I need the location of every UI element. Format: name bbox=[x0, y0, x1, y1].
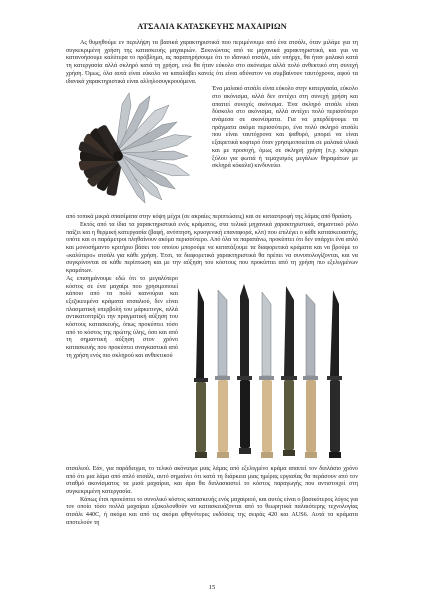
page-number: 15 bbox=[208, 584, 216, 591]
side-text-column bbox=[212, 86, 358, 214]
kitchen-knives-photo bbox=[62, 90, 208, 214]
figure-row-1 bbox=[66, 86, 358, 214]
figure-row-2 bbox=[66, 276, 358, 466]
side-paragraph-continued: από τοπικά μικρά σπασίματα στην κόψη μέχρι (σε ακραίες περιπτώσεις) και σε καταστροφή της λάμας από θραύση. bbox=[66, 214, 353, 221]
conclusion-paragraph: Κάπως έτσι προκύπτει το συνολικό κόστος κατασκευής ενός μαχαιριού, και αυτός είναι ο βασικότερος λόγος για τον οποίο τόσο πολλά μαχαίρια εξακολουθούν να κατασκευάζονται από το θεωρητικά παλαιότερης τεχνολογίας ατσάλι 440C, ή ακόμα και από τις ακόμα φθηνότερες εκδόσεις της σειράς 420 και AUS6. Αυτά τα κράματα αποτελούν τη bbox=[66, 496, 358, 526]
military-knives-photo bbox=[182, 280, 358, 466]
cost-paragraph-continued: ατσαλιού. Εάν, για παράδειγμα, το τελικό ακόνισμα μιας λάμας από εξελιγμένο κράμα απαιτεί τον διπλάσιο χρόνο από ότι μια λάμα από απλό ατσάλι, αυτό σημαίνει ότι κατά τη διάρκεια μιας ημέρας εργασίας θα περάσουν από τον σταθμό ακονίσματος τα μισά μαχαίρια, και άρα θα διπλασιαστεί το κόστος παραγωγής που αντιστοιχεί στη συγκεκριμένη κατεργασία. bbox=[66, 465, 358, 495]
cost-text-column bbox=[66, 276, 178, 466]
page-title: ΑΤΣΑΛΙΑ ΚΑΤΑΣΚΕΥΗΣ ΜΑΧΑΙΡΙΩΝ bbox=[137, 22, 287, 31]
cost-paragraph: Ας επισημάνουμε εδώ ότι το μεγαλύτερο κόστος σε ένα μαχαίρι που χρησιμοποιεί κάποιο από τα πολύ καινούρια και εξεζικευμένα κράματα ατσαλιού, δεν είναι πλασματική υπερβολή του μάρκετινγκ, αλλά αντικατοπτρίζει την πραγματική αύξηση του κόστους κατασκευής, όπως προκύπτει τόσο από το κόστος της πρώτης ύλης, όσο και από τη σημαντική αύξηση στον χρόνο κατασκευής που προκύπτει αναγκαστικά από τη χρήση ενός πιο σκληρού και ανθεκτικού bbox=[66, 275, 178, 359]
side-paragraph: Ένα μαλακό ατσάλι είναι εύκολο στην κατεργασία, εύκολο στο ακόνισμα, αλλά δεν αντέχει στη συνεχή χρήση και απαιτεί συνεχές ακόνισμα. Ένα σκληρό ατσάλι είναι δύσκολο στο ακόνισμα, αλλά αντέχει πολύ περισσότερο ανάμεσα σε ακονίσματα. Για να μπερδέψουμε τα πράγματα ακόμα περισσότερο, ένα πολύ σκληρό ατσάλι που είναι ταυτόχρονα και ψαθυρό, μπορεί να είναι εξαιρετικά κοφτερό όταν χρησιμοποιείται σε μαλακά υλικά και με προσοχή, όμως σε σκληρή χρήση (π.χ. κόψιμο ξύλου για φωτιά ή τεμαχισμός μεγάλων θηραμάτων με σκληρά κόκαλα) κινδυνεύει bbox=[212, 86, 358, 170]
alloy-paragraph: Εκτός από τα ίδια τα χαρακτηριστικά ενός κράματος, στα τελικά μηχανικά χαρακτηριστικά, σημαντικό ρόλο παίζει και η θερμική κατεργασία (βαφή, ανόπτηση, κρυογενική επαναφορά, κλπ) που επιλέγει ο κάθε κατασκευαστής, οπότε και οι παράμετροι πληθαίνουν ακόμα περισσότερο. Από όλα τα παραπάνω, προκύπτει ότι δεν υπάρχει ένα απλό και μονοσήμαντο κριτήριο βάσει του οποίου μπορούμε να κατατάξουμε τα διαφορετικά κράματα και να βρούμε το «καλύτερο» ατσάλι για κάθε χρήση. Έτσι, τα διαφορετικά χαρακτηριστικά θα πρέπει να συνυπολογίζονται, και να συγκρίνονται σε κάθε περίπτωση και με την αύξηση του κόστους που προκύπτει από τη χρήση πιο εξελιγμένων κραμάτων. bbox=[66, 221, 358, 275]
intro-paragraph: Ας θυμηθούμε εν περιλήψη τα βασικά χαρακτηριστικά που περιμένουμε από ένα ατσάλι, όταν μιλάμε για τη συγκεκριμένη χρήση της κατασκευής μαχαιριών. Ξεκινώντας από τα μηχανικά χαρακτηριστικά, και για να κατανοήσουμε καλύτερα το πρόβλημα, ας παρατηρήσουμε ότι το ιδανικό ατσάλι, εάν υπήρχε, θα ήταν μαλακό κατά τη κατεργασία αλλά σκληρό κατά τη χρήση, ενώ θα ήταν εύκολο στο ακόνισμα αλλά πολύ ανθεκτικό στη συνεχή χρήση. Όμως, όλα αυτά είναι εύκολο να καταλάβει κανείς ότι είναι αδύνατον να συμβαίνουν ταυτόχρονα, αφού τα ιδανικά χαρακτηριστικά είναι αλληλοσυγκρουόμενα. bbox=[66, 40, 358, 85]
